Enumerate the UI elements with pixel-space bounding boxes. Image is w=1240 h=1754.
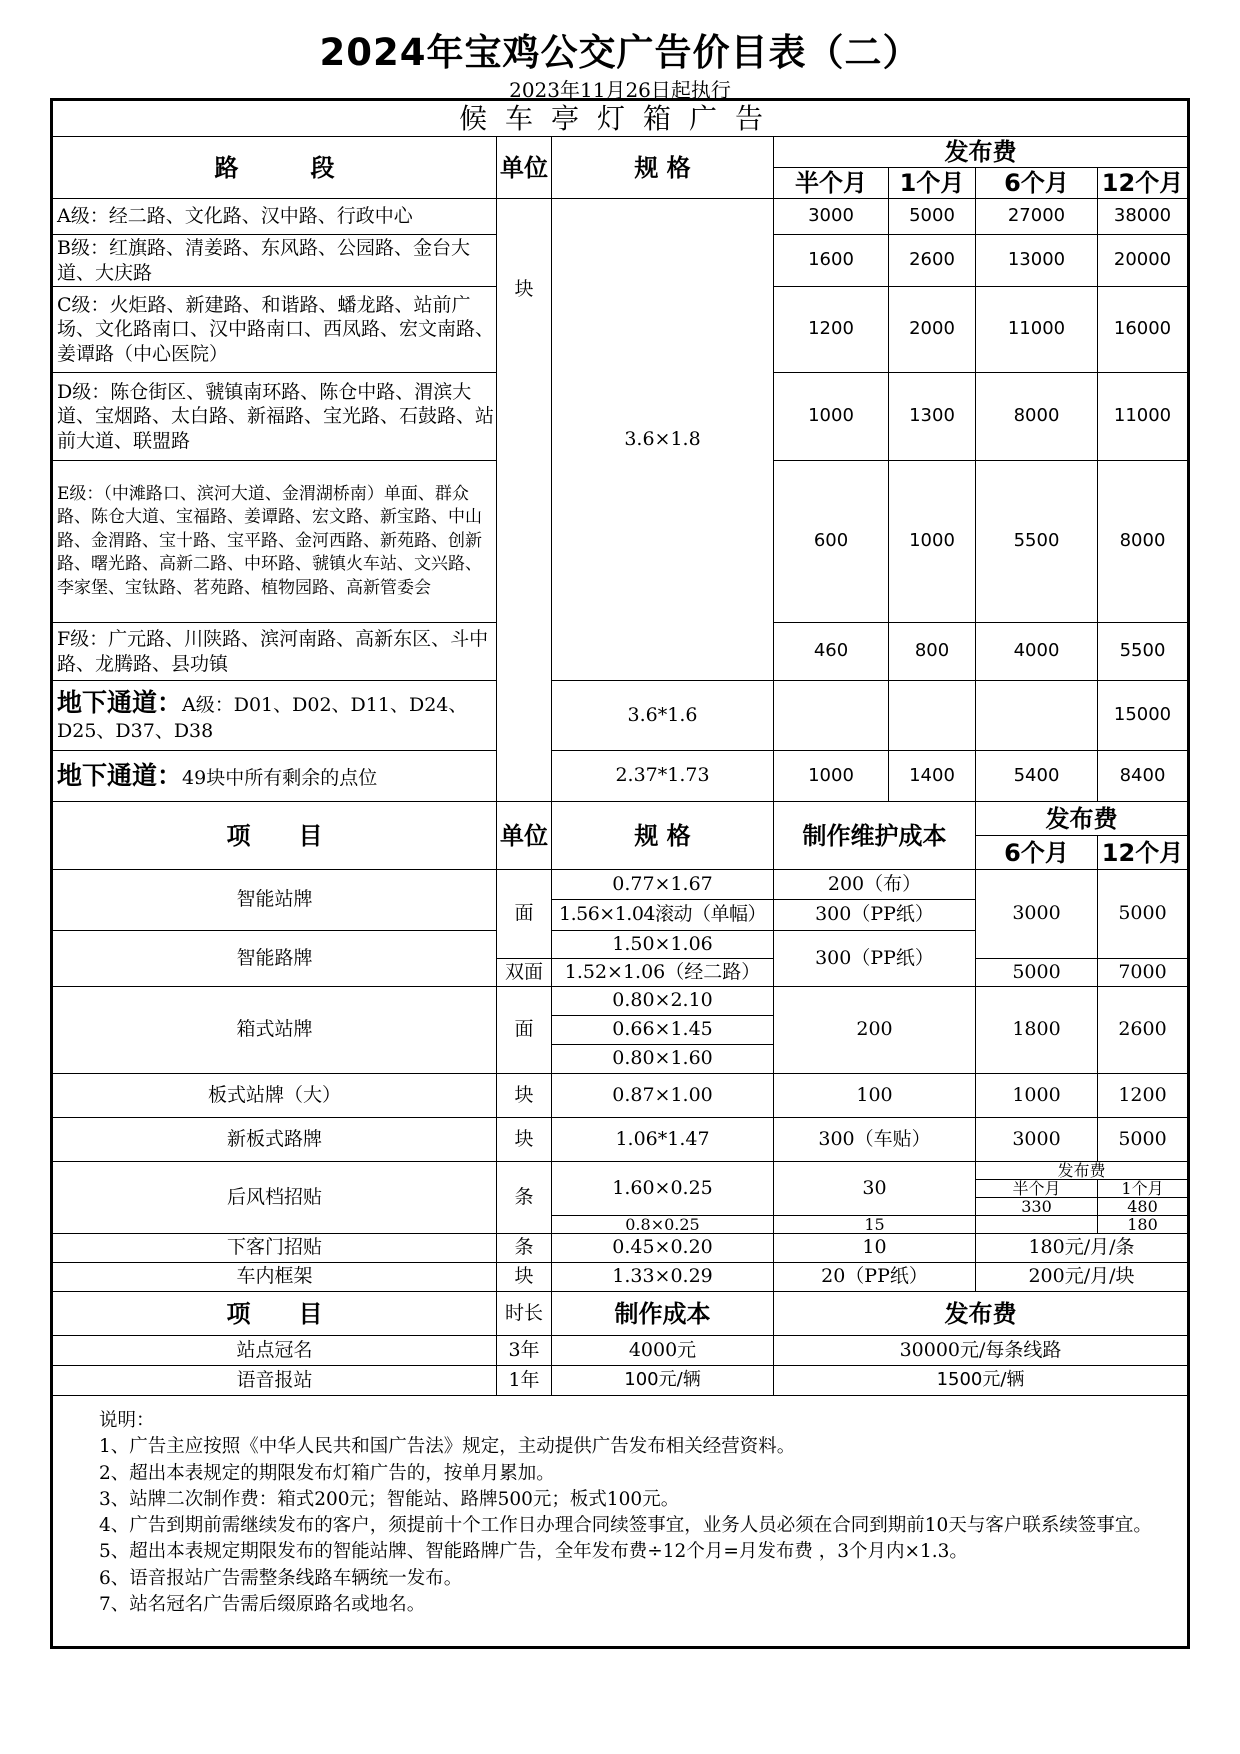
- note-item: 2、超出本表规定的期限发布灯箱广告的，按单月累加。: [99, 1462, 555, 1484]
- notes: [52, 1396, 1189, 1648]
- table-row: [52, 1336, 1189, 1366]
- note-item: 6、语音报站广告需整条线路车辆统一发布。: [99, 1567, 463, 1589]
- spec-cell: 0.80×2.10: [552, 987, 774, 1016]
- unit-cell: 条: [497, 1234, 552, 1263]
- price-cell: 3000: [976, 1118, 1098, 1162]
- price-cell: 5000: [1098, 870, 1189, 959]
- spec-cell: 0.80×1.60: [552, 1045, 774, 1074]
- spec-cell: 1.56×1.04滚动（单幅）: [552, 900, 774, 931]
- price-cell: 200元/月/块: [976, 1263, 1189, 1292]
- road-grade-f: F级：广元路、川陕路、滨河南路、高新东区、斗中路、龙腾路、县功镇: [52, 623, 497, 681]
- spec-cell: 0.77×1.67: [552, 870, 774, 900]
- price-cell: [976, 681, 1098, 751]
- note-item: 3、站牌二次制作费：箱式200元；智能站、路牌500元；板式100元。: [99, 1488, 680, 1510]
- unit-cell: 块: [497, 1263, 552, 1292]
- item-voice-announce: 语音报站: [52, 1366, 497, 1396]
- price-cell: 5400: [976, 751, 1098, 802]
- price-cell: 8400: [1098, 751, 1189, 802]
- price-cell: 1200: [1098, 1074, 1189, 1118]
- price-cell: 3000: [976, 870, 1098, 959]
- signs-header-unit: 单位: [497, 802, 552, 870]
- rear-1-month-label: 1个月: [1098, 1180, 1189, 1198]
- price-cell: 8000: [976, 373, 1098, 461]
- notes-title: 说明：: [99, 1410, 155, 1431]
- price-cell: 5500: [1098, 623, 1189, 681]
- cost-cell: 15: [774, 1216, 976, 1234]
- price-cell: 20000: [1098, 235, 1189, 287]
- header-6-month: 6个月: [976, 168, 1098, 199]
- price-cell: [774, 681, 889, 751]
- header-half-month: 半个月: [774, 168, 889, 199]
- price-cell: 2600: [1098, 987, 1189, 1074]
- price-cell: 16000: [1098, 287, 1189, 373]
- spec-cell: 1.33×0.29: [552, 1263, 774, 1292]
- cost-cell: 20（PP纸）: [774, 1263, 976, 1292]
- table-row: [52, 1162, 1189, 1180]
- signs-header-spec: 规 格: [552, 802, 774, 870]
- road-grade-a: A级：经二路、文化路、汉中路、行政中心: [52, 199, 497, 235]
- table-row: [52, 1263, 1189, 1292]
- item-board-new: 新板式路牌: [52, 1118, 497, 1162]
- price-cell: 1000: [774, 751, 889, 802]
- price-cell: 27000: [976, 199, 1098, 235]
- price-cell: 180: [1098, 1216, 1189, 1234]
- cost-cell: 30: [774, 1162, 976, 1216]
- price-cell: 1500元/辆: [774, 1366, 1189, 1396]
- table-row: [52, 199, 1189, 235]
- note-item: 7、站名冠名广告需后缀原路名或地名。: [99, 1593, 426, 1615]
- price-cell: 5000: [889, 199, 976, 235]
- price-cell: 1800: [976, 987, 1098, 1074]
- price-cell: 600: [774, 461, 889, 623]
- price-cell: 460: [774, 623, 889, 681]
- spec-cell: 2.37*1.73: [552, 751, 774, 802]
- spec-cell: 1.50×1.06: [552, 931, 774, 959]
- table-row: [52, 870, 1189, 900]
- cost-cell: 300（PP纸）: [774, 900, 976, 931]
- item-frame: 车内框架: [52, 1263, 497, 1292]
- cost-cell: 100: [774, 1074, 976, 1118]
- price-cell: 30000元/每条线路: [774, 1336, 1189, 1366]
- road-grade-c: C级：火炬路、新建路、和谐路、蟠龙路、站前广场、文化路南口、汉中路南口、西凤路、宏文南路、姜谭路（中心医院）: [52, 287, 497, 373]
- note-item: 5、超出本表规定期限发布的智能站牌、智能路牌广告，全年发布费÷12个月=月发布费 ，3个月内×1.3。: [99, 1541, 968, 1563]
- table-row: [52, 1118, 1189, 1162]
- header-1-month: 1个月: [889, 168, 976, 199]
- spec-cell: 1.60×0.25: [552, 1162, 774, 1216]
- table-row: [52, 751, 1189, 802]
- table-row: [52, 681, 1189, 751]
- header-spec: 规 格: [552, 137, 774, 199]
- naming-header-duration: 时长: [497, 1292, 552, 1336]
- note-item: 4、广告到期前需继续发布的客户，须提前十个工作日办理合同续签事宜，业务人员必须在合同到期前10天与客户联系续签事宜。: [99, 1515, 1152, 1537]
- table-row: [52, 1234, 1189, 1263]
- item-smart-stop: 智能站牌: [52, 870, 497, 931]
- price-cell: 1000: [889, 461, 976, 623]
- cost-cell: 300（车贴）: [774, 1118, 976, 1162]
- header-road: 路 段: [52, 137, 497, 199]
- spec-cell: 0.45×0.20: [552, 1234, 774, 1263]
- price-cell: 800: [889, 623, 976, 681]
- price-cell: [889, 681, 976, 751]
- table-row: [52, 1366, 1189, 1396]
- note-item: 1、广告主应按照《中华人民共和国广告法》规定，主动提供广告发布相关经营资料。: [99, 1436, 796, 1458]
- underpass-remaining: 地下通道：49块中所有剩余的点位: [52, 751, 497, 802]
- spec-cell: 1.06*1.47: [552, 1118, 774, 1162]
- price-cell: 1600: [774, 235, 889, 287]
- price-cell: 3000: [774, 199, 889, 235]
- unit-cell: 面: [497, 870, 552, 959]
- price-cell: 38000: [1098, 199, 1189, 235]
- spec-cell: 1.52×1.06（经二路）: [552, 959, 774, 987]
- header-12-month: 12个月: [1098, 168, 1189, 199]
- cost-cell: 100元/辆: [552, 1366, 774, 1396]
- spec-cell: 3.6*1.6: [552, 681, 774, 751]
- price-cell: 180元/月/条: [976, 1234, 1189, 1263]
- price-cell: 1000: [774, 373, 889, 461]
- price-cell: 4000: [976, 623, 1098, 681]
- price-cell: 7000: [1098, 959, 1189, 987]
- lightbox-spec: 3.6×1.8: [552, 199, 774, 681]
- unit-cell: 条: [497, 1162, 552, 1234]
- price-cell: 13000: [976, 235, 1098, 287]
- price-cell: 5000: [1098, 1118, 1189, 1162]
- header-unit: 单位: [497, 137, 552, 199]
- price-cell: 480: [1098, 1198, 1189, 1216]
- naming-header-cost: 制作成本: [552, 1292, 774, 1336]
- price-cell: 1200: [774, 287, 889, 373]
- spec-cell: 0.66×1.45: [552, 1016, 774, 1045]
- signs-header-fee: 发布费: [976, 802, 1189, 836]
- cost-cell: 4000元: [552, 1336, 774, 1366]
- signs-header-cost: 制作维护成本: [774, 802, 976, 870]
- header-fee: 发布费: [774, 137, 1189, 168]
- item-box-stop: 箱式站牌: [52, 987, 497, 1074]
- signs-header-6-month: 6个月: [976, 836, 1098, 870]
- unit-cell: 双面: [497, 959, 552, 987]
- table-row: [52, 987, 1189, 1016]
- table-row: [52, 1074, 1189, 1118]
- price-cell: 1000: [976, 1074, 1098, 1118]
- empty-cell: [976, 1216, 1098, 1234]
- price-cell: 2000: [889, 287, 976, 373]
- duration-cell: 3年: [497, 1336, 552, 1366]
- road-grade-d: D级：陈仓街区、虢镇南环路、陈仓中路、渭滨大道、宝烟路、太白路、新福路、宝光路、石鼓路、站前大道、联盟路: [52, 373, 497, 461]
- cost-cell: 10: [774, 1234, 976, 1263]
- cost-cell: 200（布）: [774, 870, 976, 900]
- cost-cell: 200: [774, 987, 976, 1074]
- naming-header-fee: 发布费: [774, 1292, 1189, 1336]
- road-grade-b: B级：红旗路、清姜路、东风路、公园路、金台大道、大庆路: [52, 235, 497, 287]
- duration-cell: 1年: [497, 1366, 552, 1396]
- unit-cell: 块: [497, 1074, 552, 1118]
- signs-header-12-month: 12个月: [1098, 836, 1189, 870]
- item-door: 下客门招贴: [52, 1234, 497, 1263]
- price-cell: 11000: [1098, 373, 1189, 461]
- effective-date: 2023年11月26日起执行: [509, 78, 731, 102]
- item-board-big: 板式站牌（大）: [52, 1074, 497, 1118]
- price-cell: 8000: [1098, 461, 1189, 623]
- rear-half-label: 半个月: [976, 1180, 1098, 1198]
- lightbox-unit: 块: [497, 199, 552, 802]
- price-cell: 1300: [889, 373, 976, 461]
- price-cell: 5000: [976, 959, 1098, 987]
- cost-cell: 300（PP纸）: [774, 931, 976, 987]
- price-table: [50, 98, 1190, 1649]
- price-cell: 15000: [1098, 681, 1189, 751]
- item-smart-road: 智能路牌: [52, 931, 497, 987]
- naming-header-item: 项 目: [52, 1292, 497, 1336]
- underpass-a: 地下通道：A级：D01、D02、D11、D24、D25、D37、D38: [52, 681, 497, 751]
- unit-cell: 面: [497, 987, 552, 1074]
- item-station-naming: 站点冠名: [52, 1336, 497, 1366]
- spec-cell: 0.87×1.00: [552, 1074, 774, 1118]
- signs-header-item: 项 目: [52, 802, 497, 870]
- unit-cell: 块: [497, 1118, 552, 1162]
- price-cell: 5500: [976, 461, 1098, 623]
- price-cell: 330: [976, 1198, 1098, 1216]
- road-grade-e: E级：（中滩路口、滨河大道、金渭湖桥南）单面、群众路、陈仓大道、宝福路、姜谭路、宏文路、新宝路、中山路、金渭路、宝十路、宝平路、金河西路、新苑路、创新路、曙光路、高新二路、中环路、虢镇火车站、文兴路、李家堡、宝钛路、茗苑路、植物园路、高新管委会: [52, 461, 497, 623]
- item-rear-window: 后风档招贴: [52, 1162, 497, 1234]
- spec-cell: 0.8×0.25: [552, 1216, 774, 1234]
- lightbox-banner: 候车亭灯箱广告: [52, 100, 1189, 137]
- rear-fee-header: 发布费: [976, 1162, 1189, 1180]
- price-cell: 2600: [889, 235, 976, 287]
- price-cell: 1400: [889, 751, 976, 802]
- price-cell: 11000: [976, 287, 1098, 373]
- page-title: 2024年宝鸡公交广告价目表（二）: [319, 31, 921, 74]
